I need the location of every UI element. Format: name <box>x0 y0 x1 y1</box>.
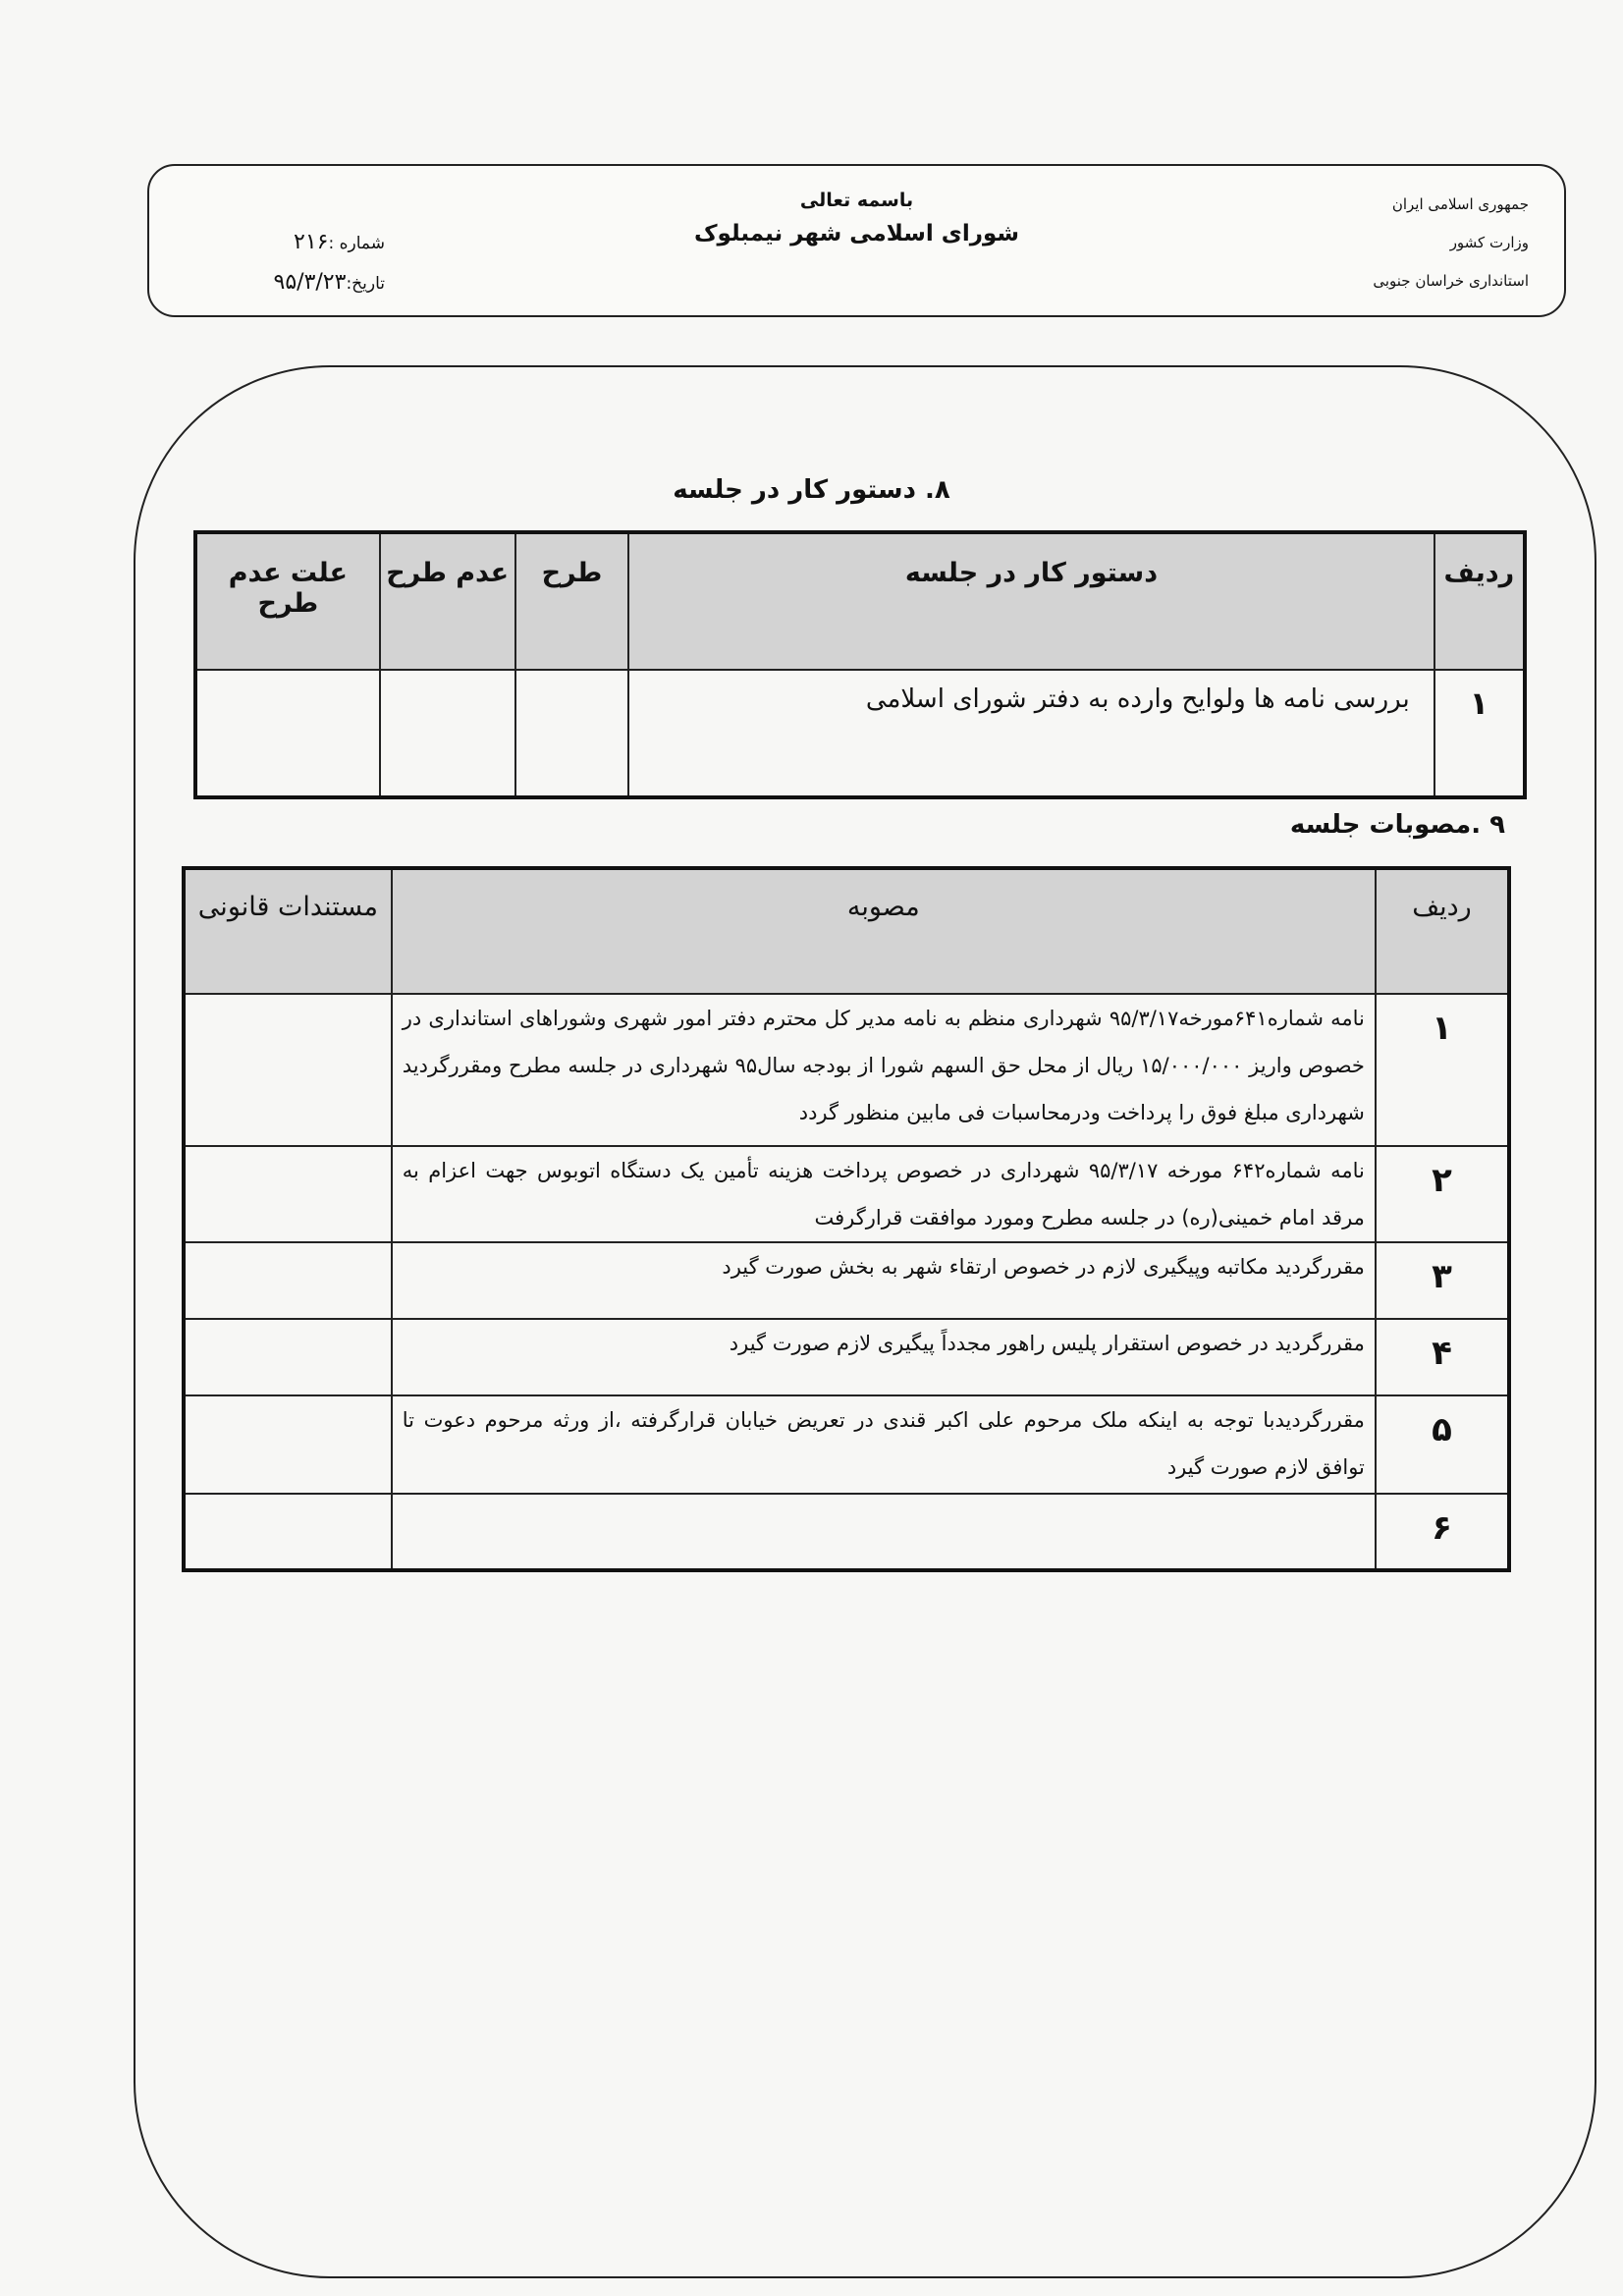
table-header-row <box>184 868 1509 994</box>
not-plan-cell <box>380 670 515 797</box>
ministry-line: استانداری خراسان جنوبی <box>1373 272 1529 290</box>
row-number: ۳ <box>1376 1242 1509 1319</box>
reason-cell <box>195 670 380 797</box>
invocation: باسمه تعالی <box>799 190 914 211</box>
approval-text <box>392 1494 1376 1570</box>
letter-number <box>189 223 385 263</box>
row-number: ۱ <box>1434 670 1525 797</box>
council-name: شورای اسلامی شهر نیمبلوک <box>693 221 1020 246</box>
row-number: ۴ <box>1376 1319 1509 1395</box>
approval-text: مقررگردید در خصوص استقرار پلیس راهور مجدداً پیگیری لازم صورت گیرد <box>392 1319 1376 1395</box>
table-row <box>195 670 1525 797</box>
column-header: علت عدم طرح <box>195 532 380 670</box>
legal-basis-cell <box>184 1146 392 1242</box>
row-number: ۱ <box>1376 994 1509 1146</box>
column-header: عدم طرح <box>380 532 515 670</box>
legal-basis-cell <box>184 1319 392 1395</box>
column-header: ردیف <box>1376 868 1509 994</box>
row-number: ۲ <box>1376 1146 1509 1242</box>
ministry-line: جمهوری اسلامی ایران <box>1391 195 1529 213</box>
approval-text: نامه شماره۶۴۱مورخه۹۵/۳/۱۷ شهرداری منظم به نامه مدیر کل محترم دفتر امور شهری وشوراهای استانداری در خصوص واریز ۱۵/۰۰۰/۰۰۰ ریال از محل حق السهم شورا از بودجه سال۹۵ شهرداری در جلسه مطرح ومقررگردید شهرداری مبلغ فوق را پرداخت ودرمحاسبات فی مابین منظور گردد <box>392 994 1376 1146</box>
approvals-table <box>182 866 1511 1572</box>
plan-cell <box>515 670 629 797</box>
legal-basis-cell <box>184 1242 392 1319</box>
table-row <box>184 994 1509 1146</box>
column-header: مصوبه <box>392 868 1376 994</box>
letter-date <box>189 263 385 303</box>
table-header-row <box>195 532 1525 670</box>
column-header: دستور کار در جلسه <box>628 532 1434 670</box>
approval-text: مقررگردیدبا توجه به اینکه ملک مرحوم علی اکبر قندی در تعریض خیابان قرارگرفته ،از ورثه مرحوم دعوت تا توافق لازم صورت گیرد <box>392 1395 1376 1494</box>
ministry-line: وزارت کشور <box>1449 234 1529 251</box>
table-row <box>184 1242 1509 1319</box>
approval-text: مقررگردید مکاتبه وپیگیری لازم در خصوص ارتقاء شهر به بخش صورت گیرد <box>392 1242 1376 1319</box>
table-row <box>184 1494 1509 1570</box>
column-header: طرح <box>515 532 629 670</box>
approvals-title: ۹ .مصوبات جلسه <box>1289 810 1505 840</box>
table-row <box>184 1319 1509 1395</box>
column-header: مستندات قانونی <box>184 868 392 994</box>
table-row <box>184 1395 1509 1494</box>
row-number: ۵ <box>1376 1395 1509 1494</box>
agenda-item-text: بررسی نامه ها ولوایح وارده به دفتر شورای اسلامی <box>628 670 1434 797</box>
agenda-table <box>193 530 1527 799</box>
letterhead <box>147 164 1566 317</box>
date-label: تاریخ: <box>346 274 385 294</box>
approval-text: نامه شماره۶۴۲ مورخه ۹۵/۳/۱۷ شهرداری در خصوص پرداخت هزینه تأمین یک دستگاه اتوبوس جهت اعزام به مرقد امام خمینی(ره) در جلسه مطرح ومورد موافقت قرارگرفت <box>392 1146 1376 1242</box>
date-value: ۹۵/۳/۲۳ <box>273 270 347 295</box>
legal-basis-cell <box>184 994 392 1146</box>
row-number: ۶ <box>1376 1494 1509 1570</box>
legal-basis-cell <box>184 1395 392 1494</box>
reference-block <box>189 223 385 303</box>
legal-basis-cell <box>184 1494 392 1570</box>
number-label: شماره : <box>328 234 385 253</box>
number-value: ۲۱۶ <box>294 230 329 254</box>
agenda-title: ۸. دستور کار در جلسه <box>673 475 950 505</box>
column-header: ردیف <box>1434 532 1525 670</box>
table-row <box>184 1146 1509 1242</box>
